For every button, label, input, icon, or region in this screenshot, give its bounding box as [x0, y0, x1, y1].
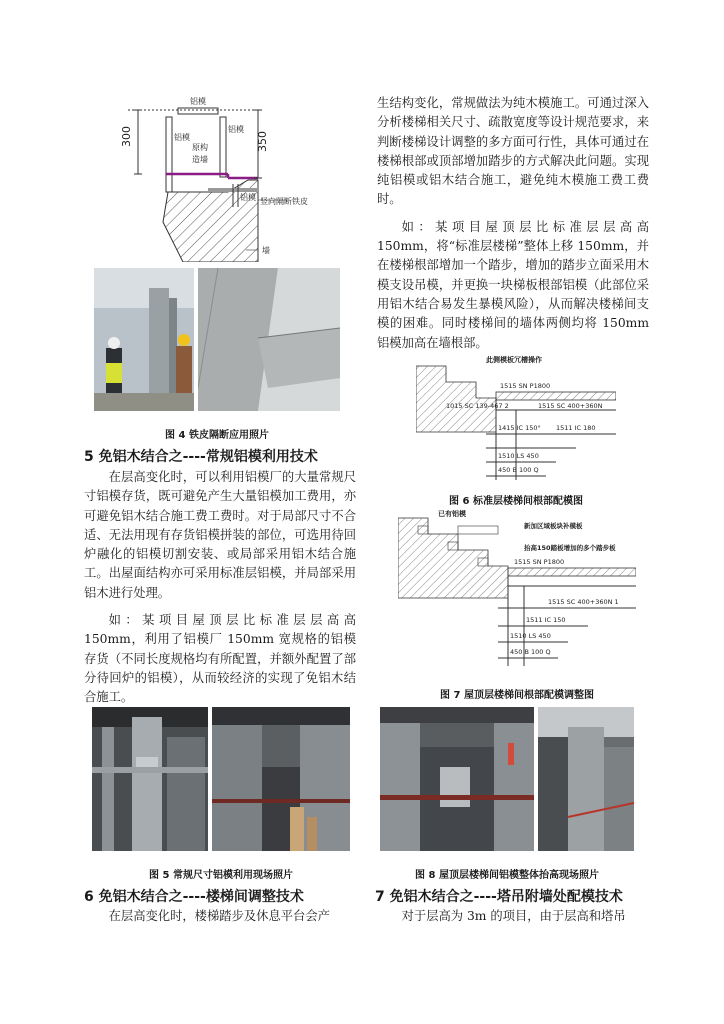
fig4-label-right: 铝模 [228, 125, 244, 134]
fig7-code-1: 1515 SN P1800 [514, 558, 565, 566]
section-5-heading: 5 免铝木结合之----常规铝模利用技术 [84, 449, 318, 465]
section-5-body [84, 468, 356, 708]
figure-6-diagram [416, 352, 616, 482]
fig6-code-4: 1415 IC 150° [498, 424, 541, 432]
right-column-body [377, 94, 649, 353]
section-5-paragraph-1: 在层高变化时，可以利用铝模厂的大量常规尺寸铝模存货，既可避免产生大量铝模加工费用，亦可避免铝木结合施工费工费时。对于局部尺寸不合适、无法用现有存货铝模拼装的部位，可选用待回炉融化的铝模切割安装、或局部采用铝木结合施工。出屋面结构亦可采用标准层铝模，并局部采用铝木进行处理。 [84, 470, 356, 600]
figure-4-diagram [108, 92, 358, 262]
right-paragraph-2: 如：某项目屋顶层比标准层层高高 150mm，将“标准层楼梯”整体上移 150mm，并在楼梯根部增加一个踏步，增加的踏步立面采用木模支设吊模，并更换一块梯板根部铝模（此部位采用铝木结合易发生暴模风险），从而解决楼梯间支模的困难。同时楼梯间的墙体两侧均将 150mm 铝模加高在墙根部。 [377, 219, 649, 350]
figure-8-photo-right [538, 707, 634, 851]
section-7-paragraph-1: 对于层高为 3m 的项目，由于层高和塔吊 [401, 909, 626, 923]
section-6-paragraph-1: 在层高变化时，楼梯踏步及休息平台会产 [108, 909, 330, 923]
fig6-code-7: 450 B 100 Q [498, 466, 539, 474]
fig6-title-label: 此侧模板冗槽操作 [486, 356, 542, 364]
figure-7-diagram [398, 508, 636, 668]
fig7-label-right-2: 抬高150踏板增加的多个踏步板 [524, 544, 616, 552]
fig4-dim-350: 350 [256, 131, 269, 152]
section-7-body [377, 907, 649, 926]
fig4-label-zaoqiang: 造墙 [192, 155, 208, 164]
section-7-heading: 7 免铝木结合之----塔吊附墙处配模技术 [375, 889, 623, 905]
fig6-code-6: 1510 LS 450 [498, 452, 539, 460]
figure-4-photo-left [94, 268, 194, 411]
fig7-code-5: 450 B 100 Q [510, 648, 551, 656]
fig6-code-5: 1511 IC 180 [556, 424, 596, 432]
figure-6-caption: 图 6 标准层楼梯间根部配模图 [449, 496, 583, 507]
fig6-code-1: 1515 SN P1800 [500, 382, 551, 390]
fig7-label-top: 已有铝模 [438, 510, 466, 518]
fig7-code-4: 1510 LS 450 [510, 632, 551, 640]
figure-5-photo-right [212, 707, 350, 851]
figure-8-photo-left [380, 707, 534, 851]
right-paragraph-1: 生结构变化，常规做法为纯木模施工。可通过深入分析楼梯相关尺寸、疏散宽度等设计规范要求，来判断楼梯设计调整的多方面可行性，具体可通过在楼梯根部或顶部增加踏步的方式解决此问题。实现纯铝模或铝木结合施工，避免纯木模施工费工费时。 [377, 96, 649, 207]
fig4-label-yuanjiegou: 原构 [192, 143, 208, 152]
figure-8-caption: 图 8 屋顶层楼梯间铝模整体抬高现场照片 [415, 870, 599, 881]
fig4-dim-300: 300 [120, 126, 133, 147]
figure-5-caption: 图 5 常规尺寸铝模利用现场照片 [149, 870, 293, 881]
fig7-code-3: 1511 IC 150 [526, 616, 566, 624]
figure-5-photo-left [92, 707, 208, 851]
fig7-label-right-1: 新加区域板块补模板 [524, 522, 583, 530]
fig4-label-lower: 铝模 [240, 193, 256, 202]
figure-4-caption: 图 4 铁皮隔断应用照片 [165, 430, 269, 441]
fig4-label-top: 铝模 [190, 97, 206, 106]
fig4-label-qiang: 墙 [262, 246, 270, 255]
figure-4-photo-right [198, 268, 340, 411]
fig7-code-2: 1515 SC 400+360N 1 [548, 598, 619, 606]
section-6-heading: 6 免铝木结合之----楼梯间调整技术 [84, 889, 304, 905]
section-6-body [84, 907, 356, 926]
fig4-label-tiepi: 竖向隔断铁皮 [260, 197, 308, 206]
figure-7-caption: 图 7 屋顶层楼梯间根部配模调整图 [440, 690, 594, 701]
fig4-label-left: 铝模 [174, 133, 190, 142]
fig4-form-left [166, 117, 172, 192]
section-5-paragraph-2: 如：某项目屋顶层比标准层层高高 150mm，利用了铝模厂 150mm 宽规格的铝模存货（不同长度规格均有所配置，并额外配置了部分待回炉的铝模），从而较经济的实现了免铝木结合施工。 [84, 613, 356, 705]
fig6-code-3: 1515 SC 400+360N [538, 402, 603, 410]
fig6-code-2: 1015 SC 139-467 2 [446, 402, 509, 410]
